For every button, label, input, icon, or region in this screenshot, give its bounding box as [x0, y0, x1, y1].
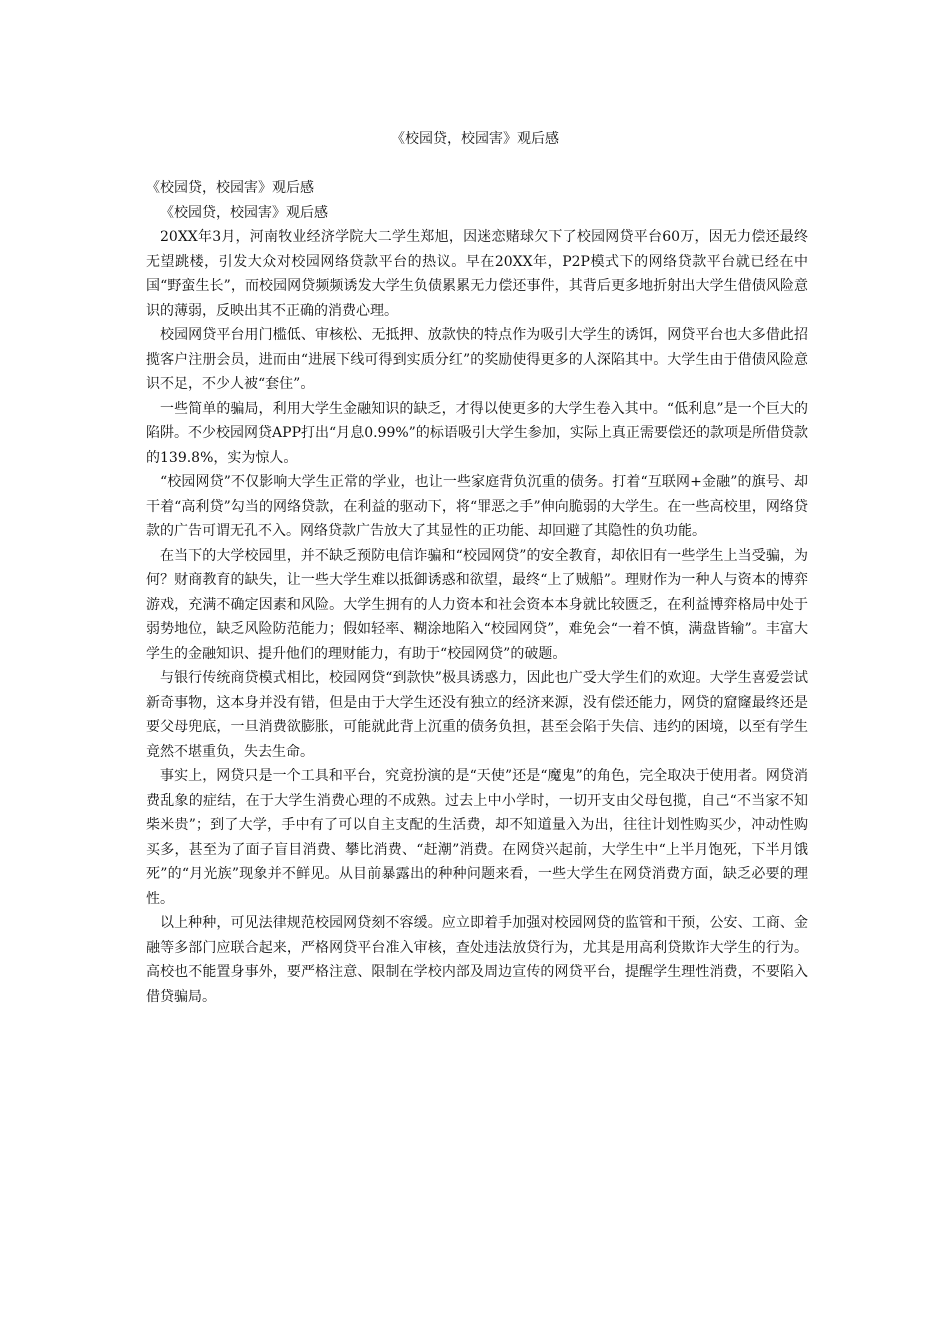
paragraph-6: 与银行传统商贷模式相比，校园网贷“到款快”极具诱惑力，因此也广受大学生们的欢迎。大学生喜爱尝试新奇事物，这本身并没有错，但是由于大学生还没有独立的经济来源，没有偿还能力，网贷的窟窿最终还是要父母兜底，一旦消费欲膨胀，可能就此背上沉重的债务负担，甚至会陷于失信、违约的困境，以至有学生竟然不堪重负，失去生命。 [146, 670, 808, 760]
paragraph-2: 校园网贷平台用门槛低、审核松、无抵押、放款快的特点作为吸引大学生的诱饵，网贷平台也大多借此招揽客户注册会员，进而由“进展下线可得到实质分红”的奖励使得更多的人深陷其中。大学生由于借债风险意识不足，不少人被“套住”。 [146, 327, 808, 392]
repeated-title-line-1: 《校园贷，校园害》观后感 [146, 180, 314, 196]
paragraph-3: 一些简单的骗局，利用大学生金融知识的缺乏，才得以使更多的大学生卷入其中。“低利息”是一个巨大的陷阱。不少校园网贷APP打出“月息0.99%”的标语吸引大学生参加，实际上真正需要偿还的款项是所借贷款的139.8%，实为惊人。 [146, 400, 808, 466]
repeated-title-line-2: 《校园贷，校园害》观后感 [160, 204, 328, 221]
paragraph-5: 在当下的大学校园里，并不缺乏预防电信诈骗和“校园网贷”的安全教育，却依旧有一些学生上当受骗，为何？财商教育的缺失，让一些大学生难以抵御诱惑和欲望，最终“上了贼船”。理财作为一种人与资本的博弈游戏，充满不确定因素和风险。大学生拥有的人力资本和社会资本本身就比较匮乏，在利益博弈格局中处于弱势地位，缺乏风险防范能力；假如轻率、糊涂地陷入“校园网贷”，难免会“一着不慎，满盘皆输”。丰富大学生的金融知识、提升他们的理财能力，有助于“校园网贷”的破题。 [146, 547, 808, 662]
paragraph-4: “校园网贷”不仅影响大学生正常的学业，也让一些家庭背负沉重的债务。打着“互联网+金融”的旗号、却干着“高利贷”勾当的网络贷款，在利益的驱动下，将“罪恶之手”伸向脆弱的大学生。在一些高校里，网络贷款的广告可谓无孔不入。网络贷款广告放大了其显性的正功能、却回避了其隐性的负功能。 [146, 474, 808, 539]
paragraph-1: 20XX年3月，河南牧业经济学院大二学生郑旭，因迷恋赌球欠下了校园网贷平台60万，因无力偿还最终无望跳楼，引发大众对校园网络贷款平台的热议。早在20XX年，P2P模式下的网络贷款平台就已经在中国“野蛮生长”，而校园网贷频频诱发大学生负债累累无力偿还事件，其背后更多地折射出大学生借债风险意识的薄弱，反映出其不正确的消费心理。 [146, 229, 808, 319]
paragraph-7: 事实上，网贷只是一个工具和平台，究竟扮演的是“天使”还是“魔鬼”的角色，完全取决于使用者。网贷消费乱象的症结，在于大学生消费心理的不成熟。过去上中小学时，一切开支由父母包揽，自己“不当家不知柴米贵”；到了大学，手中有了可以自主支配的生活费，却不知道量入为出，往往计划性购买少，冲动性购买多，甚至为了面子盲目消费、攀比消费、“赶潮”消费。在网贷兴起前，大学生中“上半月饱死，下半月饿死”的“月光族”现象并不鲜见。从目前暴露出的种种问题来看，一些大学生在网贷消费方面，缺乏必要的理性。 [146, 768, 808, 907]
document-body [146, 176, 808, 1009]
document-title: 《校园贷，校园害》观后感 [391, 131, 559, 147]
paragraph-8: 以上种种，可见法律规范校园网贷刻不容缓。应立即着手加强对校园网贷的监管和干预，公安、工商、金融等多部门应联合起来，严格网贷平台准入审核，查处违法放贷行为，尤其是用高利贷欺诈大学生的行为。高校也不能置身事外，要严格注意、限制在学校内部及周边宣传的网贷平台，提醒学生理性消费，不要陷入借贷骗局。 [146, 915, 808, 1005]
